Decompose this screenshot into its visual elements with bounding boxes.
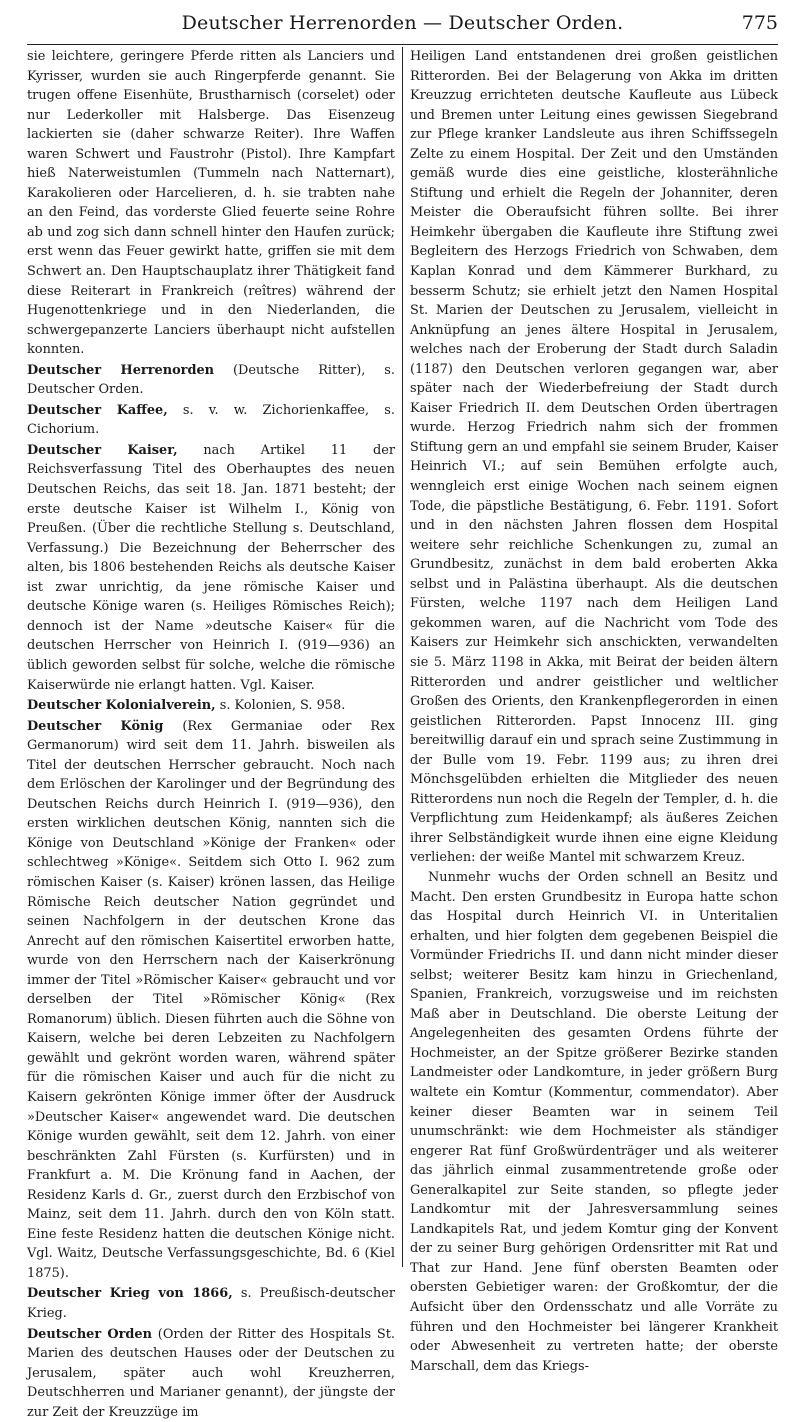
running-header (27, 0, 778, 45)
paragraph: Nunmehr wuchs der Orden schnell an Besitz und Macht. Den ersten Grundbesitz in Europa hatte schon das Hospital durch Heinrich VI. in Unteritalien erhalten, und hier folgten dem gegebenen Beispiel die Vormünder Friedrichs II. und dann nicht minder dieser selbst; weiterer Besitz kam hinzu in Griechenland, Spanien, Frankreich, vorzugsweise und im reichsten Maß aber in Deutschland. Die oberste Leitung der Angelegenheiten des gesamten Ordens führte der Hochmeister, an der Spitze größerer Bezirke standen Landmeister oder Landkomture, in jeder größern Burg waltete ein Komtur (Kommentur, commendator). Aber keiner dieser Beamten war in seinem Teil unumschränkt: wie dem Hochmeister als ständiger engerer Rat fünf Großwürdenträger und als weiterer das jährlich einmal zusammentretende große oder Generalkapitel zur Seite standen, so pflegte jeder Landkomtur mit der Jahresversammlung seines Landkapitels Rat, und jedem Komtur ging der Konvent der zu seiner Burg gehörigen Ordensritter mit Rat und That zur Hand. Jene fünf obersten Beamten oder obersten Gebietiger waren: der Großkomtur, der die Aufsicht über den Ordensschatz und alle Vorräte zu führen und den Hochmeister bei längerer Krankheit oder Abwesenheit zu vertreten hatte; der oberste Marschall, dem das Kriegs- (410, 869, 778, 1374)
entry-text: nach Artikel 11 der Reichsverfassung Titel des Oberhauptes des neuen Deutschen Reichs, das seit 18. Jan. 1871 besteht; der erste deutsche Kaiser ist Wilhelm I., König von Preußen. (Über die rechtliche Stellung s. Deutschland, Verfassung.) Die Bezeichnung der Beherrscher des alten, bis 1806 bestehenden Reichs als deutsche Kaiser ist zwar unrichtig, da jene römische Kaiser und deutsche Könige waren (s. Heiliges Römisches Reich); dennoch ist der Name »deutsche Kaiser« für die deutschen Herrscher von Heinrich I. (919—936) an üblich geworden selbst für solche, welche die römische Kaiserwürde nie erlangt hatten. Vgl. Kaiser. (27, 442, 396, 693)
entry-text: s. Preußisch-deutscher Krieg. (27, 1286, 395, 1321)
entry-headword: Deutscher Kolonialverein, (27, 698, 216, 714)
entry-deutscher-krieg-1866 (27, 1284, 395, 1323)
entry-deutscher-kaiser (27, 441, 395, 695)
header-title: Deutscher Herrenorden — Deutscher Orden. (181, 12, 624, 34)
text-columns (27, 47, 778, 1420)
entry-text: s. v. w. Zichorienkaffee, s. Cichorium. (27, 402, 396, 438)
entry-deutscher-herrenorden (27, 361, 395, 400)
entry-headword: Deutscher Krieg von 1866, (27, 1286, 233, 1302)
entry-headword: Deutscher Orden (27, 1326, 152, 1342)
entry-text: (Rex Germaniae oder Rex Germanorum) wird seit dem 11. Jahrh. bisweilen als Titel der deutschen Herrscher gebraucht. Noch nach dem Erlöschen der Karolinger und der Begründung des Deutschen Reichs durch Heinrich I. (919—936), den ersten wirklichen deutschen König, nannten sich die Könige von Deutschland »Könige der Franken« oder schlechtweg »Könige«. Seitdem sich Otto I. 962 zum römischen Kaiser (s. Kaiser) krönen lassen, das Heilige Römische Reich deutscher Nation gegründet und seinen Nachfolgern in der deutschen Krone das Anrecht auf den römischen Kaisertitel erworben hatte, wurde von den Herrschern nach der Kaiserkrönung immer der Titel »Römischer Kaiser« gebraucht und vor derselben der Titel »Römischer König« (Rex Romanorum) üblich. Diesen führten auch die Söhne von Kaisern, welche bei deren Lebzeiten zu Nachfolgern gewählt und gekrönt worden waren, während später für die römischen Kaiser und auch für die nicht zu Kaisern gekrönten Könige immer öfter der Ausdruck »Deutscher Kaiser« angewendet ward. Die deutschen Könige wurden gewählt, seit dem 12. Jahrh. von einer beschränkten Zahl Fürsten (s. Kurfürsten) und in Frankfurt a. M. Die Krönung fand in Aachen, der Residenz Karls d. Gr., zuerst durch den Erzbischof von Mainz, seit dem 11. Jahrh. durch den von Köln statt. Eine feste Residenz hatten die deutschen Könige nicht. Vgl. Waitz, Deutsche Verfassungsgeschichte, Bd. 6 (Kiel 1875). (27, 718, 395, 1281)
entry-headword: Deutscher Kaiser, (27, 442, 178, 458)
entry-deutscher-koenig (27, 717, 395, 1284)
left-column (27, 47, 402, 1420)
continuation-paragraph: Heiligen Land entstandenen drei großen geistlichen Ritterorden. Bei der Belagerung von Akka im dritten Kreuzzug errichteten deutsche Kaufleute aus Lübeck und Bremen unter Leitung eines gewissen Siegebrand zur Pflege kranker Landsleute aus ihren Schiffssegeln Zelte zu einem Hospital. Der Zeit und den Umständen gemäß wurde dies eine geistliche, klosterähnliche Stiftung und erhielt die Regeln der Johanniter, deren Meister die Oberaufsicht führen sollte. Bei ihrer Heimkehr übergaben die Kaufleute ihre Stiftung zwei Begleitern des Herzogs Friedrich von Schwaben, dem Kaplan Konrad und dem Kämmerer Burkhard, zu besserm Schutz; sie erhielt jetzt den Namen Hospital St. Marien der Deutschen zu Jerusalem, vielleicht in Anknüpfung an jenes ältere Hospital in Jerusalem, welches nach der Eroberung der Stadt durch Saladin (1187) den Deutschen verloren gegangen war, aber später nach der Wiederbefreiung der Stadt durch Kaiser Friedrich II. dem Deutschen Orden übertragen wurde. Herzog Friedrich nahm sich der frommen Stiftung gern an und empfahl sie seinem Bruder, Kaiser Heinrich VI.; auf sein Bemühen erfolgte auch, wenngleich erst einige Wochen nach seinem eignen Tode, die päpstliche Bestätigung, 6. Febr. 1191. Sofort und in den nächsten Jahren flossen dem Hospital weitere sehr reichliche Schenkungen zu, zumal an Grundbesitz, zunächst in dem bald eroberten Akka selbst und in Palästina überhaupt. Als die deutschen Fürsten, welche 1197 nach dem Heiligen Land gekommen waren, auf die Nachricht vom Tode des Kaisers zur Heimkehr sich anschickten, verwandelten sie 5. März 1198 in Akka, mit Beirat der beiden ältern Ritterorden und andrer geistlicher und weltlicher Großen des Orients, den Krankenpflegerorden in einen geistlichen Ritterorden. Papst Innocenz III. ging bereitwillig darauf ein und sprach seine Zustimmung in der Bulle vom 19. Febr. 1199 aus; zu ihren drei Mönchsgelübden erhielten die Mitglieder des neuen Ritterordens nun noch die Regeln der Templer, d. h. die Verpflichtung zum Heidenkampf; als äußeres Zeichen ihrer Selbständigkeit wurde ihnen eine eigne Kleidung verliehen: der weiße Mantel mit schwarzem Kreuz. (410, 49, 778, 866)
entry-deutscher-kaffee (27, 401, 395, 440)
entry-text: s. Kolonien, S. 958. (215, 698, 346, 714)
right-column (403, 47, 778, 1374)
intro-paragraph: sie leichtere, geringere Pferde ritten als Lanciers und Kyrisser, wurden sie auch Ringerpferde genannt. Sie trugen offene Eisenhüte, Brustharnisch (corselet) oder nur Lederkoller mit Halsberge. Das Eisenzeug lackierten sie (daher schwarze Reiter). Ihre Waffen waren Schwert und Faustrohr (Pistol). Ihre Kampfart hieß Naterweistumlen (Tummeln nach Natternart), Karakolieren oder Harcelieren, d. h. sie trabten nahe an den Feind, das vorderste Glied feuerte seine Rohre ab und zog sich dann schnell hinter den Haufen zurück; erst wenn das Feuer gewirkt hatte, griffen sie mit dem Schwert an. Den Hauptschauplatz ihrer Thätigkeit fand diese Reiterart in Frankreich (reîtres) während der Hugenottenkriege und in den Niederlanden, die schwergepanzerte Lanciers überhaupt nicht aufstellen konnten. (27, 49, 395, 358)
entry-deutscher-orden (27, 1325, 395, 1422)
entry-headword: Deutscher König (27, 718, 164, 734)
entry-headword: Deutscher Herrenorden (27, 362, 215, 378)
entry-text: (Deutsche Ritter), s. Deutscher Orden. (27, 362, 395, 398)
entry-headword: Deutscher Kaffee, (27, 402, 168, 418)
page-number: 775 (741, 12, 778, 34)
entry-text: (Orden der Ritter des Hospitals St. Marien des deutschen Hauses oder der Deutschen zu Jerusalem, später auch wohl Kreuzherren, Deutschherren und Marianer genannt), der jüngste der zur Zeit der Kreuzzüge im (27, 1326, 395, 1420)
entry-deutscher-kolonialverein (27, 696, 395, 716)
